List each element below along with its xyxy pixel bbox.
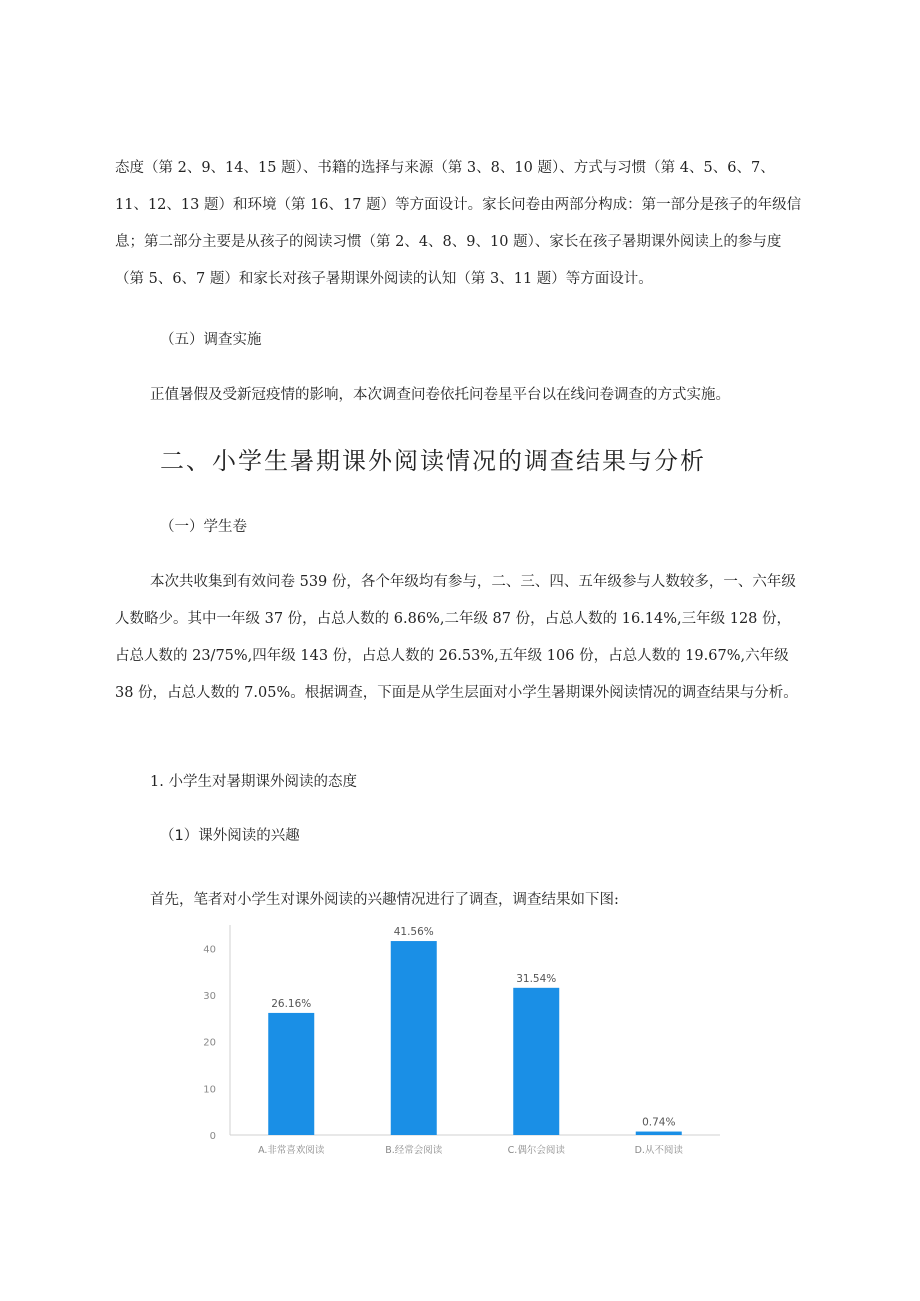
section-title-results: 二、小学生暑期课外阅读情况的调查结果与分析 xyxy=(160,447,706,475)
bar xyxy=(391,941,437,1135)
paragraph-student-summary: 本次共收集到有效问卷 539 份，各个年级均有参与，二、三、四、五年级参与人数较多，一、六年级人数略少。其中一年级 37 份，占总人数的 6.86%,二年级 87 份，占总人数的 16.14%,三年级 128 份，占总人数的 23/75%,四年级 143 份，占总人数的 26.53%,五年级 106 份，占总人数的 19.67%,六年级 38 份，占总人数的 7.05%。根据调查，下面是从学生层面对小学生暑期课外阅读情况的调查结果与分析。 xyxy=(115,574,798,701)
y-tick-label: 10 xyxy=(203,1084,216,1096)
paragraph-interest-intro: 首先，笔者对小学生对课外阅读的兴趣情况进行了调查，调查结果如下图: xyxy=(150,892,619,908)
y-tick-label: 20 xyxy=(203,1037,216,1049)
data-label: 41.56% xyxy=(393,926,434,939)
interest-bar-chart xyxy=(190,915,730,1175)
section-heading-implementation: （五）调查实施 xyxy=(160,332,262,348)
paragraph-implementation: 正值暑假及受新冠疫情的影响，本次调查问卷依托问卷星平台以在线问卷调查的方式实施。 xyxy=(150,387,730,403)
bar xyxy=(268,1013,314,1135)
chart-svg xyxy=(190,915,730,1175)
bar xyxy=(636,1132,682,1135)
x-tick-label: A.非常喜欢阅读 xyxy=(258,1145,325,1156)
subsection-attitude: 1. 小学生对暑期课外阅读的态度 xyxy=(150,774,357,790)
x-tick-label: C.偶尔会阅读 xyxy=(507,1145,565,1156)
data-label: 26.16% xyxy=(271,997,312,1010)
y-tick-label: 40 xyxy=(203,944,216,956)
subsection-interest: （1）课外阅读的兴趣 xyxy=(160,828,300,844)
y-tick-label: 0 xyxy=(209,1131,216,1142)
y-tick-label: 30 xyxy=(203,991,216,1002)
paragraph-design: 态度（第 2、9、14、15 题）、书籍的选择与来源（第 3、8、10 题）、方式与习惯（第 4、5、6、7、11、12、13 题）和环境（第 16、17 题）等方面设计。家长问卷由两部分构成：第一部分是孩子的年级信息；第二部分主要是从孩子的阅读习惯（第 2、4、8、9、10 题）、家长在孩子暑期课外阅读上的参与度（第 5、6、7 题）和家长对孩子暑期课外阅读的认知（第 3、11 题）等方面设计。 xyxy=(115,160,802,287)
x-tick-label: B.经常会阅读 xyxy=(385,1145,443,1156)
x-tick-label: D.从不阅读 xyxy=(634,1145,683,1156)
data-label: 31.54% xyxy=(516,972,557,985)
bar xyxy=(513,988,559,1135)
data-label: 0.74% xyxy=(642,1116,676,1129)
section-heading-student: （一）学生卷 xyxy=(160,519,247,535)
